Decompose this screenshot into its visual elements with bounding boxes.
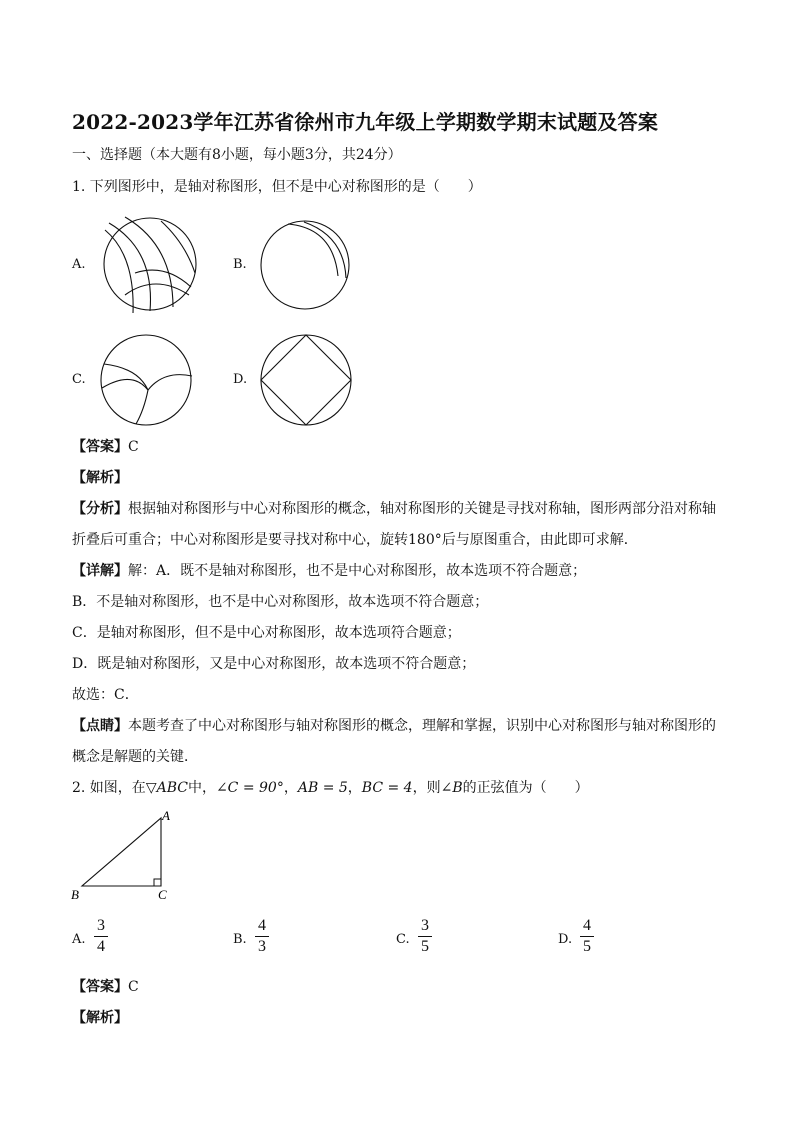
q2-stem-prefix: 2. 如图，在	[72, 780, 146, 796]
q2-option-b-denominator: 3	[258, 938, 266, 955]
answer-value: C	[128, 979, 139, 995]
q1-answer	[72, 438, 139, 456]
q2-stem-mid1: 中，	[187, 780, 216, 796]
q2-triangle: ▽ABC	[145, 780, 188, 796]
q1-dianjing-line1	[72, 717, 716, 735]
q2-option-c-label: C.	[396, 932, 410, 947]
q1-option-a-figure	[95, 215, 205, 315]
q2-stem-end: 的正弦值为（ ）	[462, 780, 589, 796]
q2-answer	[72, 978, 139, 996]
q2-option-a-label: A.	[72, 932, 86, 947]
q1-fenxi-line1	[72, 500, 716, 518]
answer-tag: 【答案】	[72, 979, 128, 995]
q1-option-a-label: A.	[72, 257, 86, 272]
q2-option-b-label: B.	[233, 932, 247, 947]
q1-option-b-label: B.	[233, 257, 247, 272]
q2-angle-b: ∠B	[440, 780, 463, 796]
page-title: 2022-2023学年江苏省徐州市九年级上学期数学期末试题及答案	[72, 110, 659, 134]
q1-choice: 故选：C．	[72, 687, 139, 703]
answer-value: C	[128, 439, 139, 455]
fenxi-text: 根据轴对称图形与中心对称图形的概念，轴对称图形的关键是寻找对称轴，图形两部分沿对称轴	[128, 501, 716, 517]
dianjing-text: 本题考查了中心对称图形与轴对称图形的概念，理解和掌握，识别中心对称图形与轴对称图形的	[128, 718, 716, 734]
q1-fenxi-line2: 折叠后可重合；中心对称图形是要寻找对称中心，旋转180°后与原图重合，由此即可求解．	[72, 532, 638, 548]
vertex-a-label: A	[162, 808, 170, 823]
fraction-bar	[255, 936, 269, 937]
q1-line-c: C．是轴对称图形，但不是中心对称图形，故本选项符合题意；	[72, 625, 461, 641]
q2-sep1: ，	[283, 780, 298, 796]
q2-option-c-fraction	[418, 917, 432, 956]
fraction-bar	[94, 936, 108, 937]
fraction-bar	[580, 936, 594, 937]
q2-sep2: ，	[347, 780, 362, 796]
q1-xiangjie-line	[72, 562, 586, 580]
q1-dianjing-line2: 概念是解题的关键．	[72, 749, 198, 765]
vertex-b-label: B	[71, 887, 79, 902]
q1-option-d-label: D.	[233, 372, 248, 387]
q2-option-a-fraction	[94, 917, 108, 956]
q1-option-c-label: C.	[72, 372, 86, 387]
question-2-stem	[72, 779, 589, 797]
q2-option-b-numerator: 4	[258, 917, 266, 934]
question-1-stem: 1. 下列图形中，是轴对称图形，但不是中心对称图形的是（ ）	[72, 179, 482, 195]
q2-stem-mid2: ，则	[412, 780, 441, 796]
q1-line-b: B．不是轴对称图形，也不是中心对称图形，故本选项不符合题意；	[72, 594, 489, 610]
q1-option-b-figure	[258, 218, 358, 314]
q1-analysis-heading: 【解析】	[72, 470, 128, 486]
q2-option-d-denominator: 5	[583, 938, 591, 955]
xiangjie-tag: 【详解】	[72, 563, 128, 579]
answer-tag: 【答案】	[72, 439, 128, 455]
dianjing-tag: 【点睛】	[72, 718, 128, 734]
q1-line-d: D．既是轴对称图形，又是中心对称图形，故本选项不符合题意；	[72, 656, 476, 672]
q2-option-c-numerator: 3	[421, 917, 429, 934]
fenxi-tag: 【分析】	[72, 501, 128, 517]
q1-option-c-figure	[98, 332, 198, 428]
xiangjie-text: 解：A．既不是轴对称图形，也不是中心对称图形，故本选项不符合题意；	[128, 563, 587, 579]
q2-cond-bc: BC = 4	[361, 780, 413, 796]
q2-option-d-fraction	[580, 917, 594, 956]
q2-option-d-numerator: 4	[583, 917, 591, 934]
q2-option-a-denominator: 4	[97, 938, 105, 955]
q2-option-c-denominator: 5	[421, 938, 429, 955]
q2-cond-angle-c: ∠C = 90°	[215, 780, 284, 796]
section-heading: 一、选择题（本大题有8小题，每小题3分，共24分）	[72, 147, 402, 163]
q2-cond-ab: AB = 5	[297, 780, 348, 796]
q2-option-d-label: D.	[558, 932, 573, 947]
q2-analysis-heading: 【解析】	[72, 1010, 128, 1026]
q2-option-b-fraction	[255, 917, 269, 956]
vertex-c-label: C	[158, 887, 167, 902]
fraction-bar	[418, 936, 432, 937]
q2-option-a-numerator: 3	[97, 917, 105, 934]
q2-triangle-figure	[66, 808, 186, 904]
q1-option-d-figure	[258, 332, 358, 428]
